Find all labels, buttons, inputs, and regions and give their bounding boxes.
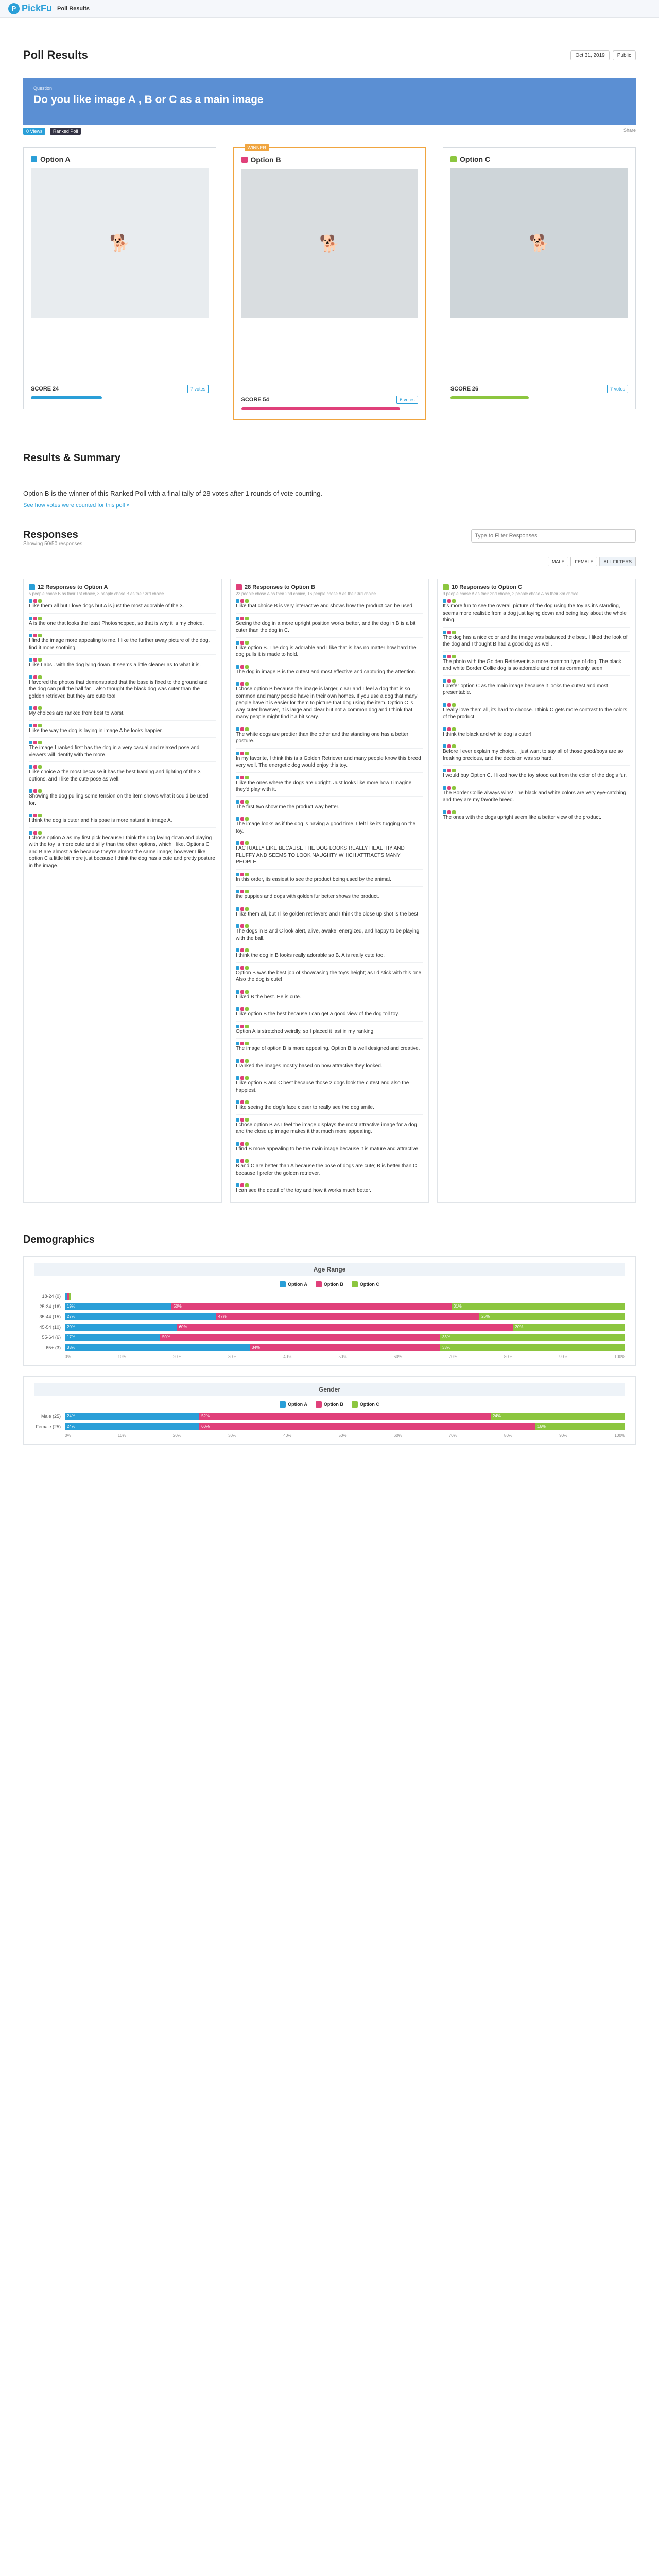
option-a-scorebar [31, 396, 102, 399]
response-text: The image looks as if the dog is having a good time. I felt like its tugging on the toy. [236, 821, 416, 834]
results-section [23, 452, 636, 509]
option-a-title: Option A [40, 155, 71, 163]
gender-row [34, 1413, 625, 1420]
response-text: The white dogs are prettier than the other and the standing one has a better posture. [236, 731, 409, 744]
response-columns [23, 579, 636, 1203]
response-text: I like them all, but I like golden retrievers and I think the close up shot is the best. [236, 911, 420, 917]
axis-tick: 10% [117, 1433, 126, 1438]
option-b-title: Option B [250, 156, 281, 164]
response-column [230, 579, 429, 1203]
age-row [34, 1324, 625, 1331]
axis-tick: 60% [393, 1354, 402, 1359]
responses-title: Responses [23, 529, 78, 540]
logo-icon: P [8, 3, 20, 14]
axis-tick: 70% [448, 1354, 457, 1359]
axis-tick: 90% [559, 1354, 568, 1359]
response-item [236, 945, 423, 963]
option-a-score: 24 [52, 386, 59, 392]
response-text: Before I ever explain my choice, I just want to say all of those good/boys are so freaking precious, and the decision was so hard. [443, 749, 623, 761]
age-axis [65, 1354, 625, 1359]
option-b-image: 🐕 [241, 169, 418, 318]
bar-option-c: 24% [491, 1413, 625, 1420]
bar-option-b: 47% [216, 1313, 479, 1320]
age-row [34, 1334, 625, 1341]
bar-option-b: 50% [171, 1303, 452, 1310]
response-item [236, 724, 423, 749]
filter-buttons [23, 557, 636, 566]
response-text: The dogs in B and C look alert, alive, awake, energized, and happy to be playing with the ball. [236, 928, 420, 941]
response-text: I think the dog in B looks really adorable so B. A is really cute too. [236, 953, 385, 958]
bar-option-b: 50% [160, 1334, 440, 1341]
responses-count: Showing 50/50 responses [23, 541, 83, 547]
gender-row [34, 1423, 625, 1430]
response-item [29, 828, 216, 873]
bar-option-c: 26% [479, 1313, 625, 1320]
response-item [236, 1039, 423, 1056]
response-text: I like choice A the most because it has the best framing and lighting of the 3 options, and I like the cute pose as well. [29, 769, 201, 782]
response-item [236, 1022, 423, 1039]
demographics-section [23, 1234, 636, 1445]
axis-tick: 80% [504, 1354, 513, 1359]
age-row-label: 55-64 (6) [42, 1334, 61, 1340]
age-row [34, 1313, 625, 1320]
response-text: I find the image more appealing to me. I like the further away picture of the dog. I find it more soothing. [29, 638, 213, 651]
response-text: I like option B the best because I can get a good view of the dog toll toy. [236, 1011, 400, 1017]
bar-option-c: 16% [535, 1423, 625, 1430]
axis-tick: 50% [338, 1433, 347, 1438]
axis-tick: 100% [614, 1433, 625, 1438]
response-item [443, 652, 630, 676]
response-item [443, 783, 630, 807]
option-c-image: 🐕 [450, 168, 628, 318]
response-item [236, 749, 423, 773]
age-row-label: 35-44 (15) [39, 1314, 61, 1319]
axis-tick: 50% [338, 1354, 347, 1359]
ranked-tag: Ranked Poll [50, 128, 81, 135]
page-title: Poll Results [23, 48, 88, 61]
response-item [443, 700, 630, 724]
bar-option-c: 33% [440, 1334, 625, 1341]
response-text: I think the black and white dog is cuter! [443, 731, 532, 737]
axis-tick: 30% [228, 1433, 237, 1438]
age-row [34, 1344, 625, 1351]
gender-legend: Option A Option B Option C [34, 1401, 625, 1408]
date-chip: Oct 31, 2019 [570, 50, 609, 60]
axis-tick: 0% [65, 1354, 71, 1359]
response-text: The dog in image B is the cutest and most effective and capturing the attention. [236, 669, 417, 675]
response-item [29, 762, 216, 786]
bar-option-c: 31% [452, 1303, 625, 1310]
axis-tick: 90% [559, 1433, 568, 1438]
male-filter[interactable]: MALE [548, 557, 569, 566]
response-item [236, 904, 423, 922]
column-title: 12 Responses to Option A [38, 584, 108, 590]
option-c-votes[interactable]: 7 votes [607, 385, 628, 393]
response-text: I like option B. The dog is adorable and I like that is has no matter how hard the dog pulls it is made to hold. [236, 645, 417, 657]
response-text: I chose option A as my first pick because I think the dog laying down and playing with the toy is more cute and silly than the other options, which I like. Options C and B are almost a tie because they're almost the same image; however I like option C a little bit more just because I think the dog has a cute and pretty posture in the image. [29, 835, 215, 869]
share-link[interactable]: Share [623, 128, 636, 133]
results-title: Results & Summary [23, 452, 120, 464]
option-a-swatch [31, 156, 37, 162]
results-text: Option B is the winner of this Ranked Poll with a final tally of 28 votes after 1 rounds of vote counting. [23, 489, 322, 497]
response-item [29, 738, 216, 762]
age-chart-title: Age Range [34, 1263, 625, 1276]
response-item [443, 766, 630, 783]
response-text: I prefer option C as the main image because it looks the cutest and most presentable. [443, 683, 608, 696]
views-tag: 0 Views [23, 128, 45, 135]
response-item [236, 614, 423, 638]
vote-count-link[interactable]: See how votes were counted for this poll » [23, 502, 130, 509]
response-text: The image I ranked first has the dog in a very casual and relaxed pose and viewers will identify with the more. [29, 745, 200, 758]
response-item [236, 987, 423, 1005]
column-swatch [236, 584, 242, 590]
response-text: Option B was the best job of showcasing the toy's height; as I'd stick with this one. Also the dog is cute! [236, 970, 423, 982]
public-chip[interactable]: Public [613, 50, 636, 60]
bar-option-a: 17% [65, 1334, 160, 1341]
response-text: I really love them all, its hard to choose. I think C gets more contrast to the colors of the product! [443, 707, 627, 720]
response-text: Seeing the dog in a more upright position works better, and the dog in B is a bit cuter than the dog in C. [236, 620, 416, 633]
option-card-c[interactable] [443, 147, 636, 409]
column-subtitle: 22 people chose A as their 2nd choice, 16 people chose A as their 3rd choice [236, 591, 376, 596]
option-card-a[interactable] [23, 147, 216, 409]
responses-header [23, 529, 636, 547]
response-item [443, 596, 630, 628]
option-a-votes[interactable]: 7 votes [187, 385, 209, 393]
column-subtitle: 5 people chose B as their 1st choice, 3 people chose B as their 3rd choice [29, 591, 164, 596]
option-b-swatch [241, 157, 248, 163]
score-label: SCORE [241, 397, 262, 403]
bar-option-b: 34% [250, 1344, 440, 1351]
score-label: SCORE [31, 386, 51, 392]
response-item [443, 741, 630, 766]
gender-row-label: Female (25) [36, 1423, 61, 1429]
axis-tick: 10% [117, 1354, 126, 1359]
response-item [29, 655, 216, 672]
response-item [29, 721, 216, 738]
option-c-title: Option C [460, 155, 491, 163]
age-row-label: 65+ (3) [46, 1345, 61, 1350]
bar-option-b: 52% [199, 1413, 491, 1420]
response-item [236, 814, 423, 838]
bar-option-a: 20% [65, 1324, 177, 1331]
response-item [443, 628, 630, 652]
response-text: I chose option B as I feel the image displays the most attractive image for a dog and the close up image makes it that much more appealing. [236, 1122, 417, 1134]
axis-tick: 70% [448, 1433, 457, 1438]
bar-option-a: 19% [65, 1303, 171, 1310]
response-item [236, 887, 423, 904]
response-item [236, 1156, 423, 1180]
bar-option-b: 60% [199, 1423, 535, 1430]
response-text: The ones with the dogs upright seem like a better view of the product. [443, 814, 601, 820]
response-text: Showing the dog pulling some tension on the item shows what it could be used for. [29, 793, 209, 806]
response-text: The first two show me the product way better. [236, 804, 340, 810]
age-row-label: 45-54 (10) [39, 1324, 61, 1330]
response-item [236, 1180, 423, 1197]
response-text: I chose option B because the image is larger, clear and I feel a dog that is so common and many people have in their own homes. If you use a dog that many people have it is easier for them to picture that dog using the item. Option C is way cuter however, it is large and clear but not a common dog and I think that many people might find it a bit scary. [236, 686, 418, 720]
response-column [23, 579, 222, 1203]
response-text: The image of option B is more appealing. Option B is well designed and creative. [236, 1046, 420, 1052]
response-text: I like the ones where the dogs are upright. Just looks like more how I imagine they'd play with it. [236, 779, 412, 792]
gender-chart-title: Gender [34, 1383, 625, 1396]
response-item [236, 1115, 423, 1139]
response-item [443, 676, 630, 700]
response-text: My choices are ranked from best to worst. [29, 710, 125, 716]
response-item [29, 596, 216, 614]
question-banner [23, 78, 636, 125]
response-item [236, 1073, 423, 1097]
options-row [23, 147, 636, 420]
response-item [236, 662, 423, 680]
axis-tick: 0% [65, 1433, 71, 1438]
column-swatch [29, 584, 35, 590]
response-text: A is the one that looks the least Photoshopped, so that is why it is my choice. [29, 620, 204, 626]
response-text: The Border Collie always wins! The black and white colors are very eye-catching and they are my favorite breed. [443, 790, 627, 803]
response-text: I would buy Option C. I liked how the toy stood out from the color of the dog's fur. [443, 773, 627, 778]
age-row [34, 1303, 625, 1310]
filter-input[interactable] [471, 529, 636, 543]
bar-option-c: 20% [513, 1324, 625, 1331]
response-text: Option A is stretched weirdly, so I placed it last in my ranking. [236, 1028, 375, 1035]
response-text: I like the way the dog is laying in image A he looks happier. [29, 727, 163, 734]
response-item [443, 807, 630, 824]
response-item [443, 724, 630, 742]
main-content [23, 48, 636, 1527]
response-item [236, 1004, 423, 1022]
axis-tick: 100% [614, 1354, 625, 1359]
axis-tick: 20% [172, 1433, 181, 1438]
breadcrumb: Poll Results [57, 5, 90, 12]
gender-axis [65, 1433, 625, 1438]
response-text: I ACTUALLY LIKE BECAUSE THE DOG LOOKS REALLY HEALTHY AND FLUFFY AND SEEMS TO LOOK NAUGHTY WHICH ATTRACTS MANY PEOPLE. [236, 845, 405, 865]
winner-badge: WINNER [245, 144, 270, 151]
age-legend: Option A Option B Option C [34, 1281, 625, 1287]
axis-tick: 40% [283, 1354, 292, 1359]
axis-tick: 80% [504, 1433, 513, 1438]
question-text: Do you like image A , B or C as a main image [33, 94, 264, 106]
response-item [29, 786, 216, 810]
female-filter[interactable]: FEMALE [570, 557, 597, 566]
axis-tick: 20% [172, 1354, 181, 1359]
response-item [29, 614, 216, 631]
bar-option-c: 33% [440, 1344, 625, 1351]
column-title: 28 Responses to Option B [245, 584, 315, 590]
option-a-image: 🐕 [31, 168, 209, 318]
column-subtitle: 9 people chose A as their 2nd choice, 2 people chose A as their 3rd choice [443, 591, 579, 596]
response-text: It's more fun to see the overall picture of the dog using the toy as it's standing, seems more realistic from a dog just laying down and being lazy about the whole thing. [443, 603, 627, 623]
response-item [236, 838, 423, 870]
axis-tick: 60% [393, 1433, 402, 1438]
response-text: I like Labs.. with the dog lying down. It seems a little cleaner as to what it is. [29, 662, 201, 668]
option-b-votes[interactable]: 6 votes [396, 396, 418, 404]
response-item [236, 773, 423, 797]
response-text: I liked B the best. He is cute. [236, 994, 301, 1000]
bar-option-a: 27% [65, 1313, 216, 1320]
response-text: The photo with the Golden Retriever is a more common type of dog. The black and white Border Collie dog is so adorable and not as commonly seen. [443, 658, 621, 671]
age-chart [23, 1256, 636, 1366]
axis-tick: 30% [228, 1354, 237, 1359]
response-text: I like that choice B is very interactive and shows how the product can be used. [236, 603, 414, 609]
option-c-score: 26 [472, 386, 479, 392]
response-item [236, 638, 423, 662]
response-text: In my favorite, I think this is a Golden Retriever and many people know this breed very well. The energetic dog would enjoy this toy. [236, 755, 421, 768]
bar-option-c [69, 1293, 71, 1300]
axis-tick: 40% [283, 1433, 292, 1438]
top-bar [0, 0, 659, 18]
response-item [29, 672, 216, 704]
option-c-scorebar [450, 396, 529, 399]
response-text: I like seeing the dog's face closer to really see the dog smile. [236, 1105, 374, 1110]
response-item [236, 1139, 423, 1157]
response-text: The dog has a nice color and the image was balanced the best. I liked the look of the dog and I thought B had a good dog as well. [443, 634, 628, 647]
option-b-scorebar [241, 407, 401, 410]
gender-chart [23, 1376, 636, 1445]
column-swatch [443, 584, 449, 590]
response-text: I like option B and C best because those 2 dogs look the cutest and also the happiest. [236, 1080, 409, 1093]
age-row-label: 25-34 (16) [39, 1303, 61, 1309]
bar-option-b: 60% [177, 1324, 513, 1331]
response-item [236, 797, 423, 815]
bar-option-a: 24% [65, 1413, 199, 1420]
demographics-title: Demographics [23, 1233, 95, 1245]
logo-text: PickFu [22, 3, 53, 13]
score-label: SCORE [450, 386, 471, 392]
response-text: I find B more appealing to be the main image because it is mature and attractive. [236, 1146, 420, 1152]
response-text: I can see the detail of the toy and how it works much better. [236, 1188, 371, 1193]
all-filters[interactable]: ALL FILTERS [599, 557, 636, 566]
response-item [236, 870, 423, 887]
gender-row-label: Male (25) [41, 1413, 61, 1419]
age-row-label: 18-24 (0) [42, 1293, 61, 1299]
question-label: Question [33, 86, 53, 91]
response-text: I like them all but I love dogs but A is just the most adorable of the 3. [29, 603, 184, 609]
response-item [29, 631, 216, 655]
response-column [437, 579, 636, 1203]
response-text: the puppies and dogs with golden fur better shows the product. [236, 894, 379, 900]
pickfu-logo[interactable] [8, 3, 52, 14]
response-item [236, 963, 423, 987]
option-b-score: 54 [263, 397, 269, 403]
age-row [34, 1293, 625, 1300]
column-title: 10 Responses to Option C [452, 584, 522, 590]
response-text: B and C are better than A because the pose of dogs are cute; B is better than C because I prefer the golden retriever. [236, 1163, 417, 1176]
response-item [236, 679, 423, 724]
response-item [236, 921, 423, 945]
bar-option-a: 33% [65, 1344, 250, 1351]
response-item [29, 703, 216, 721]
response-text: In this order, its easiest to see the product being used by the animal. [236, 876, 391, 883]
response-item [236, 1097, 423, 1115]
response-text: I ranked the images mostly based on how attractive they looked. [236, 1063, 383, 1069]
response-item [236, 596, 423, 614]
option-c-swatch [450, 156, 457, 162]
response-text: I think the dog is cuter and his pose is more natural in image A. [29, 818, 172, 823]
bar-option-a: 24% [65, 1423, 199, 1430]
option-card-b[interactable] [233, 147, 426, 420]
response-item [236, 1056, 423, 1074]
response-item [29, 810, 216, 828]
response-text: I favored the photos that demonstrated that the base is fixed to the ground and the dog can pull the ball far. I also thought the black dog was cuter than the golden retriever, but they are cute too! [29, 679, 208, 699]
